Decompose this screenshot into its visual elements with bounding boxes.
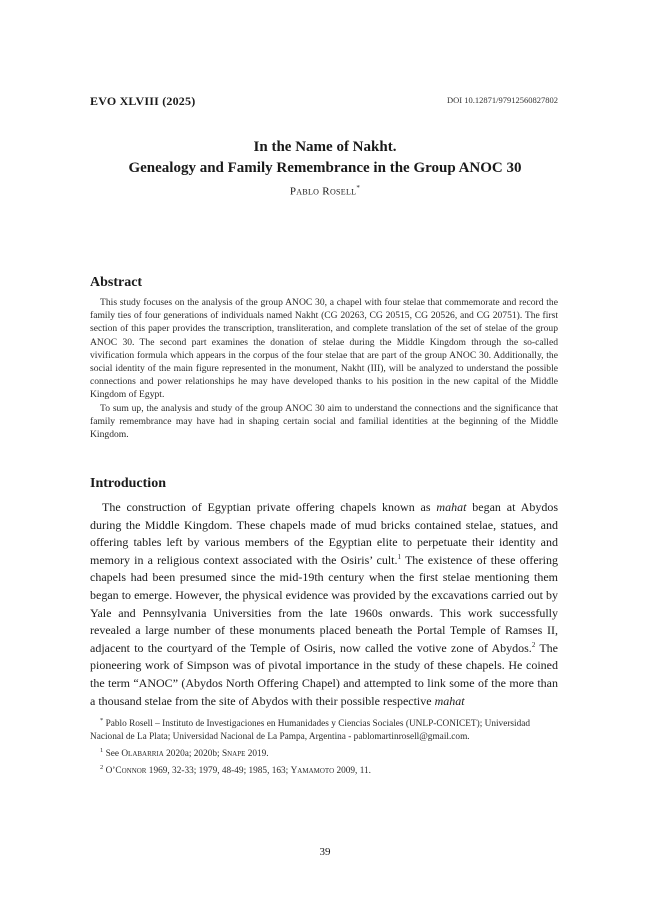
introduction-body <box>90 499 558 710</box>
footnote-1-end: 2019. <box>245 749 269 760</box>
footnote-ref-2: 2 <box>531 640 536 649</box>
footnote-2-years: 1969, 32-33; 1979, 48-49; 1985, 163; <box>146 766 291 777</box>
abstract-heading: Abstract <box>90 275 143 290</box>
footnote-1-mark: 1 <box>100 747 104 755</box>
intro-text-3: The existence of these offering chapels had been presumed since the mid-19th century when the first stelae mentioning them began to emerge. However, the physical evidence was provided by the excavations carried out by Yale and Pennsylvania Universities from the late 1960s onwards. This work successfully revealed a large number of these monuments placed beneath the Portal Temple of Ramses II, adjacent to the courtyard of the Temple of Osiris, now called the votive zone of Abydos. <box>90 552 558 655</box>
author-footnote-mark: * <box>356 184 361 192</box>
footnote-author-mark: * <box>100 717 104 724</box>
footnote-author-text: Pablo Rosell – Instituto de Investigaciones en Humanidades y Ciencias Sociales (UNLP-CONICET); Universidad Nacional de La Plata; Universidad Nacional de La Pampa, Argentina - pablomartinrosell@gmail.com. <box>90 719 531 743</box>
abstract-paragraph-1: This study focuses on the analysis of the group ANOC 30, a chapel with four stelae that commemorate and record the family ties of four generations of individuals named Nakht (CG 20263, CG 20515, CG 20526, and CG 20751). The first section of this paper provides the transcription, transliteration, and complete translation of the set of stelae of the group ANOC 30. The second part examines the donation of stelae during the Middle Kingdom through the so-called vivification formula which appears in the corpus of the four stelae that are part of the group ANOC 30. Additionally, the social identity of the main figure represented in the monument, Nakht (III), will be analyzed to understand the possible connections and power relationships he may have developed thanks to his position in the new capital of the Middle Kingdom of Egypt. <box>90 297 558 401</box>
footnote-2-mark: 2 <box>100 764 104 772</box>
intro-term-mahat-2: mahat <box>434 693 465 708</box>
page-number: 39 <box>319 846 331 858</box>
abstract-paragraph-2: To sum up, the analysis and study of the group ANOC 30 aim to understand the connections and the significance that family remembrance may have had in shaping certain social and familial identities at the beginning of the Middle Kingdom. <box>90 402 558 441</box>
intro-term-mahat: mahat <box>436 500 467 514</box>
footnote-1-text: See <box>105 749 122 760</box>
title-line-1: In the Name of Nakht. <box>253 139 397 155</box>
journal-header: EVO XLVIII (2025) <box>90 94 196 108</box>
footnote-author <box>90 714 558 744</box>
title-line-2: Genealogy and Family Remembrance in the Group ANOC 30 <box>128 160 522 176</box>
footnote-1-author-2: Snape <box>221 749 246 760</box>
doi-header: DOI 10.12871/97912560827802 <box>447 95 558 105</box>
introduction-heading: Introduction <box>90 476 166 491</box>
author-name: Pablo Rosell <box>289 185 357 198</box>
footnote-1-years: 2020a; 2020b; <box>163 749 222 760</box>
footnote-1-author-1: Olabarria <box>121 749 164 760</box>
footnote-2-author-2: Yamamoto <box>290 766 335 777</box>
intro-text-1: The construction of Egyptian private offering chapels known as <box>102 500 437 514</box>
footnotes <box>90 714 558 778</box>
introduction-paragraph <box>90 499 558 710</box>
abstract-body <box>90 296 558 441</box>
author-line <box>60 184 590 198</box>
footnote-1 <box>90 744 558 761</box>
footnote-2 <box>90 761 558 778</box>
paper-title <box>60 137 590 179</box>
footnote-2-author-1: O’Connor <box>105 766 147 777</box>
footnote-2-end: 2009, 11. <box>334 766 371 777</box>
footnote-ref-1: 1 <box>397 552 402 561</box>
intro-text-2: began at Abydos during the Middle Kingdom. These chapels made of mud bricks contained stelae, statues, and offering tables left by various members of the Egyptian elite to perpetuate their identity and memory in a religious context associated with the Osiris’ cult. <box>90 500 558 567</box>
intro-text-4: The pioneering work of Simpson was of pivotal importance in the study of these chapels. He coined the term “ANOC” (Abydos North Offering Chapel) and attempted to link some of the more than a thousand stelae from the site of Abydos with their possible respective <box>90 640 558 708</box>
